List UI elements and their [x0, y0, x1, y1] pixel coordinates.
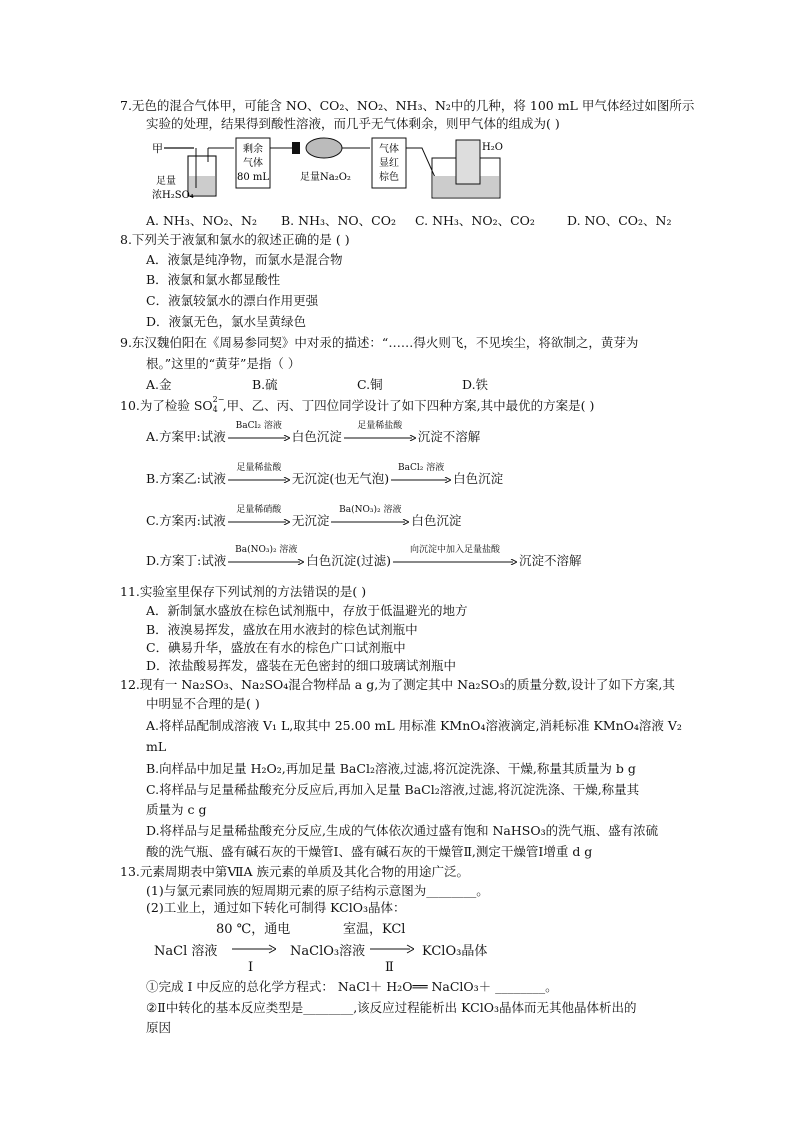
q7-option-a: A. NH₃、NO₂、N₂: [146, 213, 257, 228]
inverted-tube: [456, 140, 480, 184]
q11-option-b: B．液溴易挥发，盛放在用水液封的棕色试剂瓶中: [146, 622, 418, 637]
q9-option-b: B.硫: [252, 377, 278, 392]
q13-step-label-2: Ⅱ: [385, 960, 394, 975]
svg-text:80 mL: 80 mL: [236, 172, 270, 183]
q11-stem: 11.实验室里保存下列试剂的方法错误的是( ): [120, 584, 367, 599]
q8-option-c: C．液氯较氯水的漂白作用更强: [146, 293, 319, 308]
q13-question-2-cont: 原因: [146, 1020, 172, 1035]
q13-stem: 13.元素周期表中第ⅦA 族元素的单质及其化合物的用途广泛。: [120, 864, 470, 879]
q7-acid-label2: 浓H₂SO₄: [152, 190, 194, 201]
q10-scheme-c: C.方案丙:试液 足量稀硝酸 无沉淀 Ba(NO₃)₂ 溶液 白色沉淀: [146, 504, 462, 528]
q8-option-d: D．液氯无色，氯水呈黄绿色: [146, 314, 307, 329]
q13-species-1: NaCl 溶液: [154, 944, 218, 959]
q13-question-2: ②Ⅱ中转化的基本反应类型是________,该反应过程能析出 KClO₃晶体而无其他晶体析出的: [146, 1000, 637, 1015]
q13-part2: (2)工业上，通过如下转化可制得 KClO₃晶体：: [146, 900, 406, 915]
q12-option-c-line2: 质量为 c g: [146, 802, 207, 817]
q9-option-c: C.铜: [357, 377, 383, 392]
q9-stem-line1: 9.东汉魏伯阳在《周易参同契》中对汞的描述：“……得火则飞，不见埃尘，将欲制之，黄芽为: [120, 335, 639, 350]
q13-species-3: KClO₃晶体: [422, 944, 488, 959]
q10-stem: 10.为了检验 SO 2− 4 ,甲、乙、丙、丁四位同学设计了如下四种方案,其中最优的方案是( ): [120, 395, 595, 414]
q12-option-a-line1: A.将样品配制成溶液 V₁ L,取其中 25.00 mL 用标准 KMnO₄溶液滴定,消耗标准 KMnO₄溶液 V₂: [146, 718, 682, 733]
q11-option-c: C．碘易升华，盛放在有水的棕色广口试剂瓶中: [146, 640, 406, 655]
q10-scheme-a: A.方案甲:试液 BaCl₂ 溶液 白色沉淀 足量稀盐酸 沉淀不溶解: [146, 420, 481, 444]
q13-species-2: NaClO₃溶液: [290, 944, 366, 959]
q7-water-label: H₂O: [482, 142, 503, 153]
q9-option-d: D.铁: [462, 377, 489, 392]
q12-option-a-line2: mL: [146, 739, 167, 754]
drying-tube: [306, 138, 342, 158]
q10-scheme-d: D.方案丁:试液 Ba(NO₃)₂ 溶液 白色沉淀(过滤) 向沉淀中加入足量盐酸 沉淀不溶解: [146, 544, 582, 568]
q13-part1: (1)与氯元素同族的短周期元素的原子结构示意图为________。: [146, 883, 489, 898]
q13-question-1: ①完成 Ⅰ 中反应的总化学方程式： NaCl＋ H₂O══ NaClO₃＋ ________。: [146, 979, 558, 994]
q7-jia-label: 甲: [152, 142, 163, 155]
q12-stem-line1: 12.现有一 Na₂SO₃、Na₂SO₄混合物样品 a g,为了测定其中 Na₂SO₃的质量分数,设计了如下方案,其: [120, 677, 675, 692]
q13-step-label-1: Ⅰ: [248, 960, 254, 975]
q11-option-a: A．新制氯水盛放在棕色试剂瓶中，存放于低温避光的地方: [146, 603, 468, 618]
q11-option-d: D．浓盐酸易挥发，盛装在无色密封的细口玻璃试剂瓶中: [146, 658, 457, 673]
q8-stem: 8.下列关于液氯和氯水的叙述正确的是 ( ): [120, 232, 350, 247]
q10-scheme-b: B.方案乙:试液 足量稀盐酸 无沉淀(也无气泡) BaCl₂ 溶液 白色沉淀: [146, 462, 504, 486]
q7-option-b: B. NH₃、NO、CO₂: [281, 213, 396, 228]
q12-stem-line2: 中明显不合理的是( ): [146, 696, 260, 711]
q13-condition-1: 80 ℃，通电: [216, 922, 291, 937]
q7-option-c: C. NH₃、NO₂、CO₂: [415, 213, 535, 228]
q9-option-a: A.金: [146, 377, 172, 392]
q7-apparatus-figure: [150, 136, 510, 204]
svg-text:气体: 气体: [379, 144, 399, 155]
q7-stem-line2: 实验的处理，结果得到酸性溶液，而几乎无气体剩余，则甲气体的组成为( ): [146, 116, 560, 131]
svg-text:棕色: 棕色: [379, 172, 399, 183]
svg-text:剩余: 剩余: [243, 144, 263, 155]
q8-option-a: A．液氯是纯净物，而氯水是混合物: [146, 252, 343, 267]
q8-option-b: B．液氯和氯水都显酸性: [146, 272, 281, 287]
q12-option-b: B.向样品中加足量 H₂O₂,再加足量 BaCl₂溶液,过滤,将沉淀洗涤、干燥,称量其质量为 b g: [146, 761, 636, 776]
svg-text:气体: 气体: [243, 158, 263, 169]
q13-condition-2: 室温，KCl: [343, 922, 406, 937]
q12-option-d-line1: D.将样品与足量稀盐酸充分反应,生成的气体依次通过盛有饱和 NaHSO₃的洗气瓶、盛有浓硫: [146, 823, 659, 838]
q7-acid-label1: 足量: [156, 176, 176, 187]
q7-option-d: D. NO、CO₂、N₂: [567, 213, 672, 228]
q12-option-d-line2: 酸的洗气瓶、盛有碱石灰的干燥管Ⅰ、盛有碱石灰的干燥管Ⅱ,测定干燥管Ⅰ增重 d g: [146, 844, 593, 859]
q9-stem-line2: 根。”这里的“黄芽”是指（ ）: [146, 356, 301, 371]
q12-option-c-line1: C.将样品与足量稀盐酸充分反应后,再加入足量 BaCl₂溶液,过滤,将沉淀洗涤、干燥,称量其: [146, 782, 640, 797]
q13-arrow-1: [232, 944, 276, 954]
q7-peroxide-label: 足量Na₂O₂: [300, 172, 351, 183]
svg-text:显红: 显红: [379, 158, 399, 169]
q7-stem-line1: 7.无色的混合气体甲，可能含 NO、CO₂、NO₂、NH₃、N₂中的几种，将 100 mL 甲气体经过如图所示: [120, 98, 695, 113]
q13-arrow-2: [370, 944, 414, 954]
